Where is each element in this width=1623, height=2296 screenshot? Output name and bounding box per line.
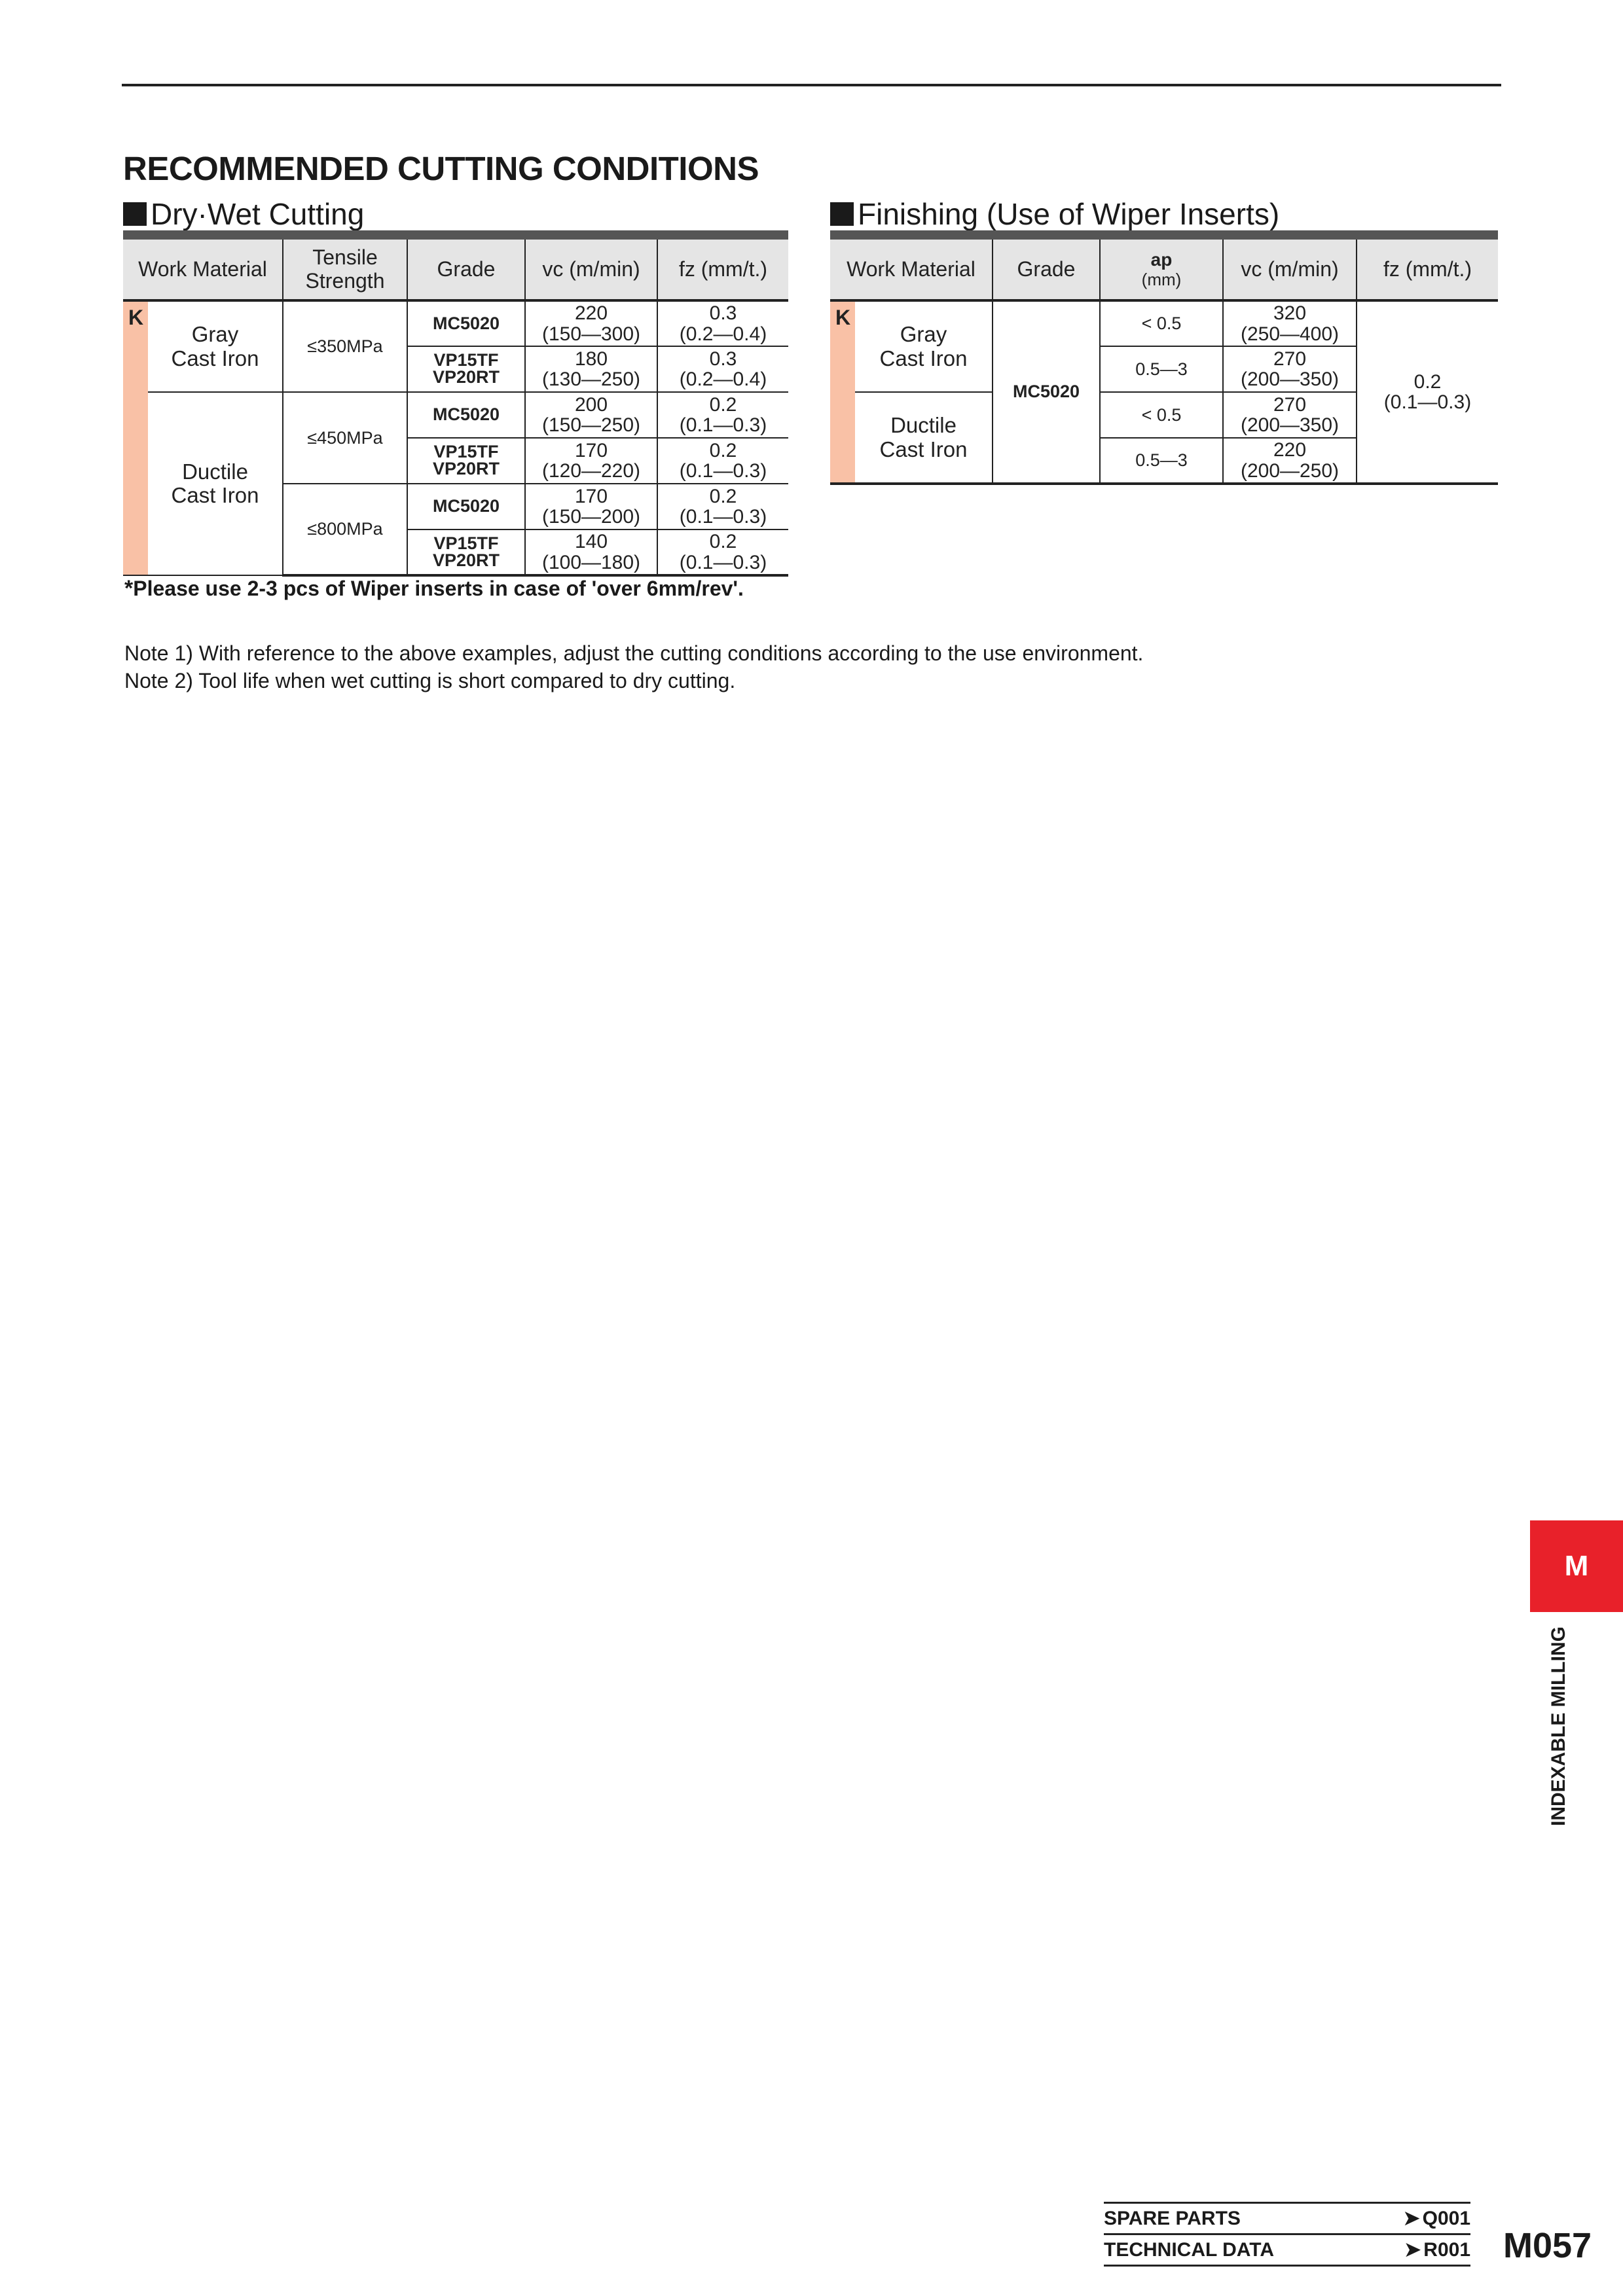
vc-cell: 170 (150—200) — [525, 484, 657, 529]
material-name-line2: Cast Iron — [879, 346, 968, 370]
material-ductile-cast-iron — [855, 392, 993, 484]
header-work-material: Work Material — [830, 235, 993, 300]
material-name-line2: Cast Iron — [171, 346, 259, 370]
header-ap-line1: ap — [1150, 249, 1173, 270]
ap-cell: 0.5—3 — [1100, 346, 1223, 392]
material-name-line2: Cast Iron — [171, 483, 259, 507]
xref-spare-parts[interactable] — [1104, 2204, 1470, 2235]
material-name-line1: Gray — [191, 322, 239, 347]
header-grade: Grade — [407, 235, 525, 300]
material-name-line1: Ductile — [182, 459, 248, 484]
grade-cell: MC5020 — [407, 392, 525, 438]
material-gray-cast-iron — [148, 300, 283, 392]
strength-cell: ≤350MPa — [283, 300, 407, 392]
table-row — [830, 300, 1498, 346]
header-tensile-strength — [283, 235, 407, 300]
header-grade: Grade — [993, 235, 1100, 300]
square-bullet-icon — [830, 202, 854, 226]
top-rule — [122, 84, 1501, 86]
header-ap-line2: (mm) — [1141, 269, 1182, 289]
strength-cell: ≤450MPa — [283, 392, 407, 484]
header-tensile-line1: Tensile — [312, 245, 378, 270]
wiper-footnote — [124, 576, 744, 601]
note-1: Note 1) With reference to the above examples, adjust the cutting conditions according to the use environment. — [124, 641, 1144, 665]
material-gray-cast-iron — [855, 300, 993, 392]
ap-cell: < 0.5 — [1100, 392, 1223, 438]
ap-cell: 0.5—3 — [1100, 438, 1223, 484]
table-header-row — [830, 235, 1498, 300]
finishing-wiper-table — [830, 230, 1498, 485]
note-2: Note 2) Tool life when wet cutting is short compared to dry cutting. — [124, 669, 736, 692]
fz-cell: 0.2 (0.1—0.3) — [657, 392, 788, 438]
arrow-right-icon: ➤ — [1403, 2208, 1420, 2229]
xref-target[interactable]: ➤ Q001 — [1403, 2208, 1470, 2229]
section-tab-label: INDEXABLE MILLING — [1548, 1626, 1569, 1826]
header-tensile-line2: Strength — [305, 268, 385, 293]
fz-cell: 0.3 (0.2—0.4) — [657, 300, 788, 346]
arrow-right-icon: ➤ — [1404, 2239, 1421, 2261]
fz-cell: 0.2 (0.1—0.3) — [657, 438, 788, 484]
material-ductile-cast-iron — [148, 392, 283, 575]
page-number: M057 — [1503, 2226, 1592, 2265]
grade-cell: VP15TF VP20RT — [407, 438, 525, 484]
footnote-text: Please use 2-3 pcs of Wiper inserts in case of 'over 6mm/rev'. — [133, 577, 744, 600]
fz-cell: 0.2 (0.1—0.3) — [657, 484, 788, 529]
vc-cell: 200 (150—250) — [525, 392, 657, 438]
grade-cell: VP15TF VP20RT — [407, 346, 525, 392]
header-fz: fz (mm/t.) — [1357, 235, 1498, 300]
vc-cell: 180 (130—250) — [525, 346, 657, 392]
section-heading-finishing — [830, 196, 1279, 232]
grade-cell: VP15TF VP20RT — [407, 529, 525, 575]
material-group-k: K — [123, 300, 148, 575]
xref-technical-data[interactable] — [1104, 2235, 1470, 2267]
grade-cell: MC5020 — [993, 300, 1100, 484]
vc-cell: 270 (200—350) — [1223, 346, 1357, 392]
xref-label: TECHNICAL DATA — [1104, 2238, 1274, 2261]
xref-label: SPARE PARTS — [1104, 2207, 1241, 2229]
section-tab-m[interactable]: M — [1530, 1520, 1623, 1612]
section-heading-text: Dry·Wet Cutting — [151, 197, 365, 231]
fz-cell: 0.2 (0.1—0.3) — [657, 529, 788, 575]
vc-cell: 220 (150—300) — [525, 300, 657, 346]
grade-cell: MC5020 — [407, 484, 525, 529]
material-group-k: K — [830, 300, 855, 484]
material-name-line1: Ductile — [890, 413, 957, 438]
square-bullet-icon — [123, 202, 147, 226]
xref-target[interactable]: ➤ R001 — [1404, 2239, 1470, 2261]
header-ap — [1100, 235, 1223, 300]
vc-cell: 170 (120—220) — [525, 438, 657, 484]
vc-cell: 270 (200—350) — [1223, 392, 1357, 438]
header-vc: vc (m/min) — [1223, 235, 1357, 300]
section-heading-text: Finishing (Use of Wiper Inserts) — [858, 197, 1280, 231]
section-heading-dry-wet — [123, 196, 364, 232]
table-row — [123, 300, 788, 346]
dry-wet-cutting-table — [123, 230, 788, 577]
grade-cell: MC5020 — [407, 300, 525, 346]
ap-cell: < 0.5 — [1100, 300, 1223, 346]
page-title: RECOMMENDED CUTTING CONDITIONS — [123, 150, 759, 187]
header-work-material: Work Material — [123, 235, 283, 300]
material-name-line1: Gray — [900, 322, 947, 347]
table-header-row — [123, 235, 788, 300]
material-name-line2: Cast Iron — [879, 437, 968, 461]
table-row — [123, 392, 788, 438]
header-vc: vc (m/min) — [525, 235, 657, 300]
fz-cell: 0.3 (0.2—0.4) — [657, 346, 788, 392]
footnote-star: * — [124, 576, 134, 601]
vc-cell: 220 (200—250) — [1223, 438, 1357, 484]
vc-cell: 320 (250—400) — [1223, 300, 1357, 346]
fz-cell: 0.2 (0.1—0.3) — [1357, 300, 1498, 484]
strength-cell: ≤800MPa — [283, 484, 407, 575]
header-fz: fz (mm/t.) — [657, 235, 788, 300]
vc-cell: 140 (100—180) — [525, 529, 657, 575]
